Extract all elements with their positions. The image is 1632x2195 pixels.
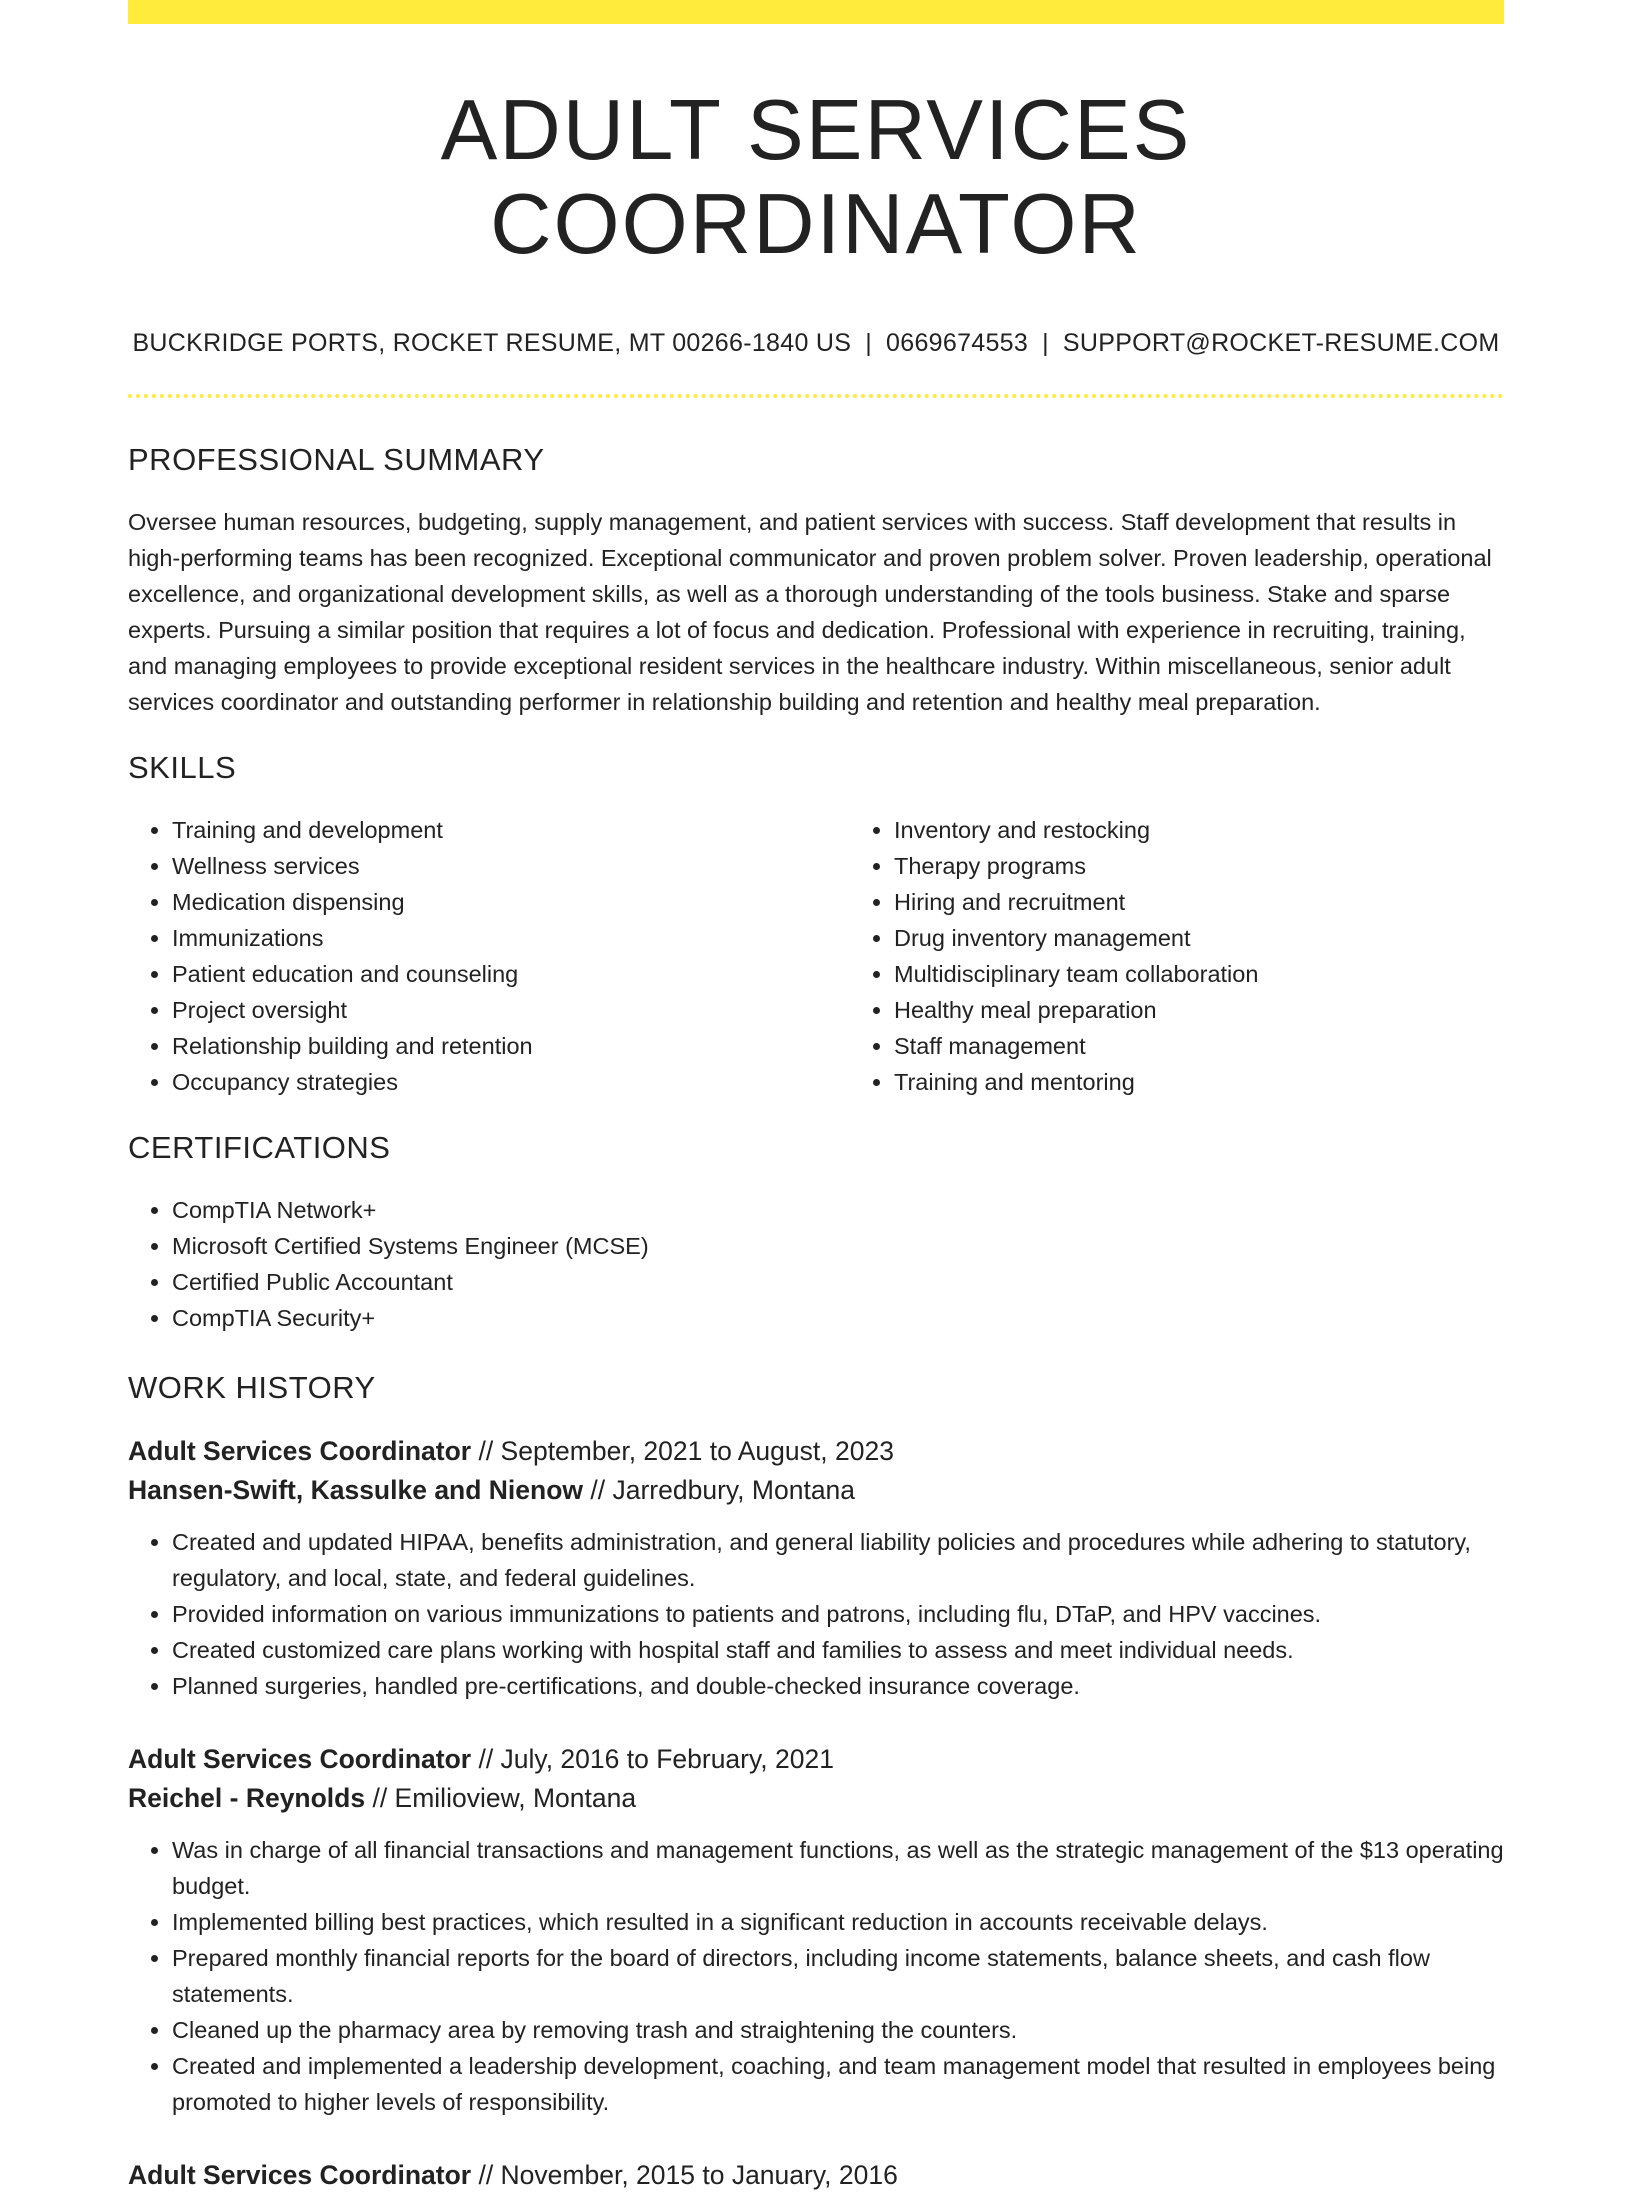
job-title-line	[128, 2156, 1504, 2195]
job-bullets	[128, 1832, 1504, 2120]
job-dates: // July, 2016 to February, 2021	[471, 1744, 834, 1774]
job-bullet: • Created customized care plans working with hospital staff and families to assess and meet individual needs.	[172, 1632, 1504, 1668]
job-entry	[128, 1740, 1504, 2120]
skill-item: • Staff management	[894, 1028, 1504, 1064]
job-bullet: • Created and updated HIPAA, benefits administration, and general liability policies and procedures while adhering to statutory, regulatory, and local, state, and federal guidelines.	[172, 1524, 1504, 1596]
skill-item: • Training and development	[172, 812, 850, 848]
top-accent-bar	[128, 0, 1504, 24]
skills-section	[128, 750, 1504, 1100]
job-entry	[128, 1432, 1504, 1704]
skill-item: • Healthy meal preparation	[894, 992, 1504, 1028]
contact-phone: 0669674553	[886, 329, 1029, 357]
skill-item: • Multidisciplinary team collaboration	[894, 956, 1504, 992]
job-bullet: • Implemented billing best practices, which resulted in a significant reduction in accounts receivable delays.	[172, 1904, 1504, 1940]
skill-item: • Training and mentoring	[894, 1064, 1504, 1100]
skill-item: • Occupancy strategies	[172, 1064, 850, 1100]
skill-item: • Drug inventory management	[894, 920, 1504, 956]
job-title-line	[128, 1432, 1504, 1471]
summary-text: Oversee human resources, budgeting, supply management, and patient services with success. Staff development that results in high-performing teams has been recognized. Exceptional communicator and proven problem solver. Proven leadership, operational excellence, and organizational development skills, as well as a thorough understanding of the tools business. Stake and sparse experts. Pursuing a similar position that requires a lot of focus and dedication. Professional with experience in recruiting, training, and managing employees to provide exceptional resident services in the healthcare industry. Within miscellaneous, senior adult services coordinator and outstanding performer in relationship building and retention and healthy meal preparation.	[128, 509, 1492, 715]
contact-separator: |	[865, 329, 873, 357]
certification-item: • Microsoft Certified Systems Engineer (MCSE)	[172, 1228, 1504, 1264]
certifications-list	[128, 1192, 1504, 1336]
contact-email: SUPPORT@ROCKET-RESUME.COM	[1062, 329, 1500, 357]
certification-item: • Certified Public Accountant	[172, 1264, 1504, 1300]
job-dates: // September, 2021 to August, 2023	[471, 1436, 894, 1466]
certifications-heading: CERTIFICATIONS	[128, 1130, 391, 1165]
job-title-line	[128, 1740, 1504, 1779]
job-bullets	[128, 1524, 1504, 1704]
certification-item: • CompTIA Network+	[172, 1192, 1504, 1228]
contact-line	[128, 329, 1504, 358]
skills-list-left	[128, 812, 850, 1100]
skill-item: • Project oversight	[172, 992, 850, 1028]
job-title: Adult Services Coordinator	[128, 1744, 472, 1774]
certification-item: • CompTIA Security+	[172, 1300, 1504, 1336]
job-company: Reichel - Reynolds	[128, 1783, 366, 1813]
summary-heading: PROFESSIONAL SUMMARY	[128, 442, 545, 477]
skills-list-right	[850, 812, 1504, 1100]
job-bullet: • Cleaned up the pharmacy area by removing trash and straightening the counters.	[172, 2012, 1504, 2048]
resume-page	[128, 0, 1504, 2195]
job-bullet: • Provided information on various immunizations to patients and patrons, including flu, DTaP, and HPV vaccines.	[172, 1596, 1504, 1632]
job-location: // Jarredbury, Montana	[583, 1475, 856, 1505]
skill-item: • Inventory and restocking	[894, 812, 1504, 848]
job-bullet: • Prepared monthly financial reports for the board of directors, including income statements, balance sheets, and cash flow statements.	[172, 1940, 1504, 2012]
contact-separator: |	[1042, 329, 1049, 357]
resume-title: ADULT SERVICES COORDINATOR	[440, 83, 1192, 272]
skill-item: • Relationship building and retention	[172, 1028, 850, 1064]
job-company-line	[128, 1779, 1504, 1818]
job-entry	[128, 2156, 1504, 2195]
job-company: Hansen-Swift, Kassulke and Nienow	[128, 1475, 584, 1505]
work-history-heading: WORK HISTORY	[128, 1370, 376, 1405]
job-title: Adult Services Coordinator	[128, 1436, 472, 1466]
skill-item: • Wellness services	[172, 848, 850, 884]
certifications-section	[128, 1130, 1504, 1336]
contact-address: BUCKRIDGE PORTS, ROCKET RESUME, MT 00266-1840 US	[132, 329, 852, 357]
job-title: Adult Services Coordinator	[128, 2160, 472, 2190]
job-bullet: • Created and implemented a leadership development, coaching, and team management model that resulted in employees being promoted to higher levels of responsibility.	[172, 2048, 1504, 2120]
job-company-line	[128, 1471, 1504, 1510]
skill-item: • Therapy programs	[894, 848, 1504, 884]
skills-columns	[128, 812, 1504, 1100]
job-bullet: • Planned surgeries, handled pre-certifications, and double-checked insurance coverage.	[172, 1668, 1504, 1704]
summary-section	[128, 442, 1504, 720]
skill-item: • Hiring and recruitment	[894, 884, 1504, 920]
job-location: // Emilioview, Montana	[365, 1783, 637, 1813]
skill-item: • Immunizations	[172, 920, 850, 956]
skill-item: • Medication dispensing	[172, 884, 850, 920]
job-dates: // November, 2015 to January, 2016	[471, 2160, 898, 2190]
dotted-divider	[128, 394, 1504, 398]
skills-heading: SKILLS	[128, 750, 237, 785]
skill-item: • Patient education and counseling	[172, 956, 850, 992]
job-bullet: • Was in charge of all financial transactions and management functions, as well as the strategic management of the $13 operating budget.	[172, 1832, 1504, 1904]
work-history-section	[128, 1370, 1504, 2195]
